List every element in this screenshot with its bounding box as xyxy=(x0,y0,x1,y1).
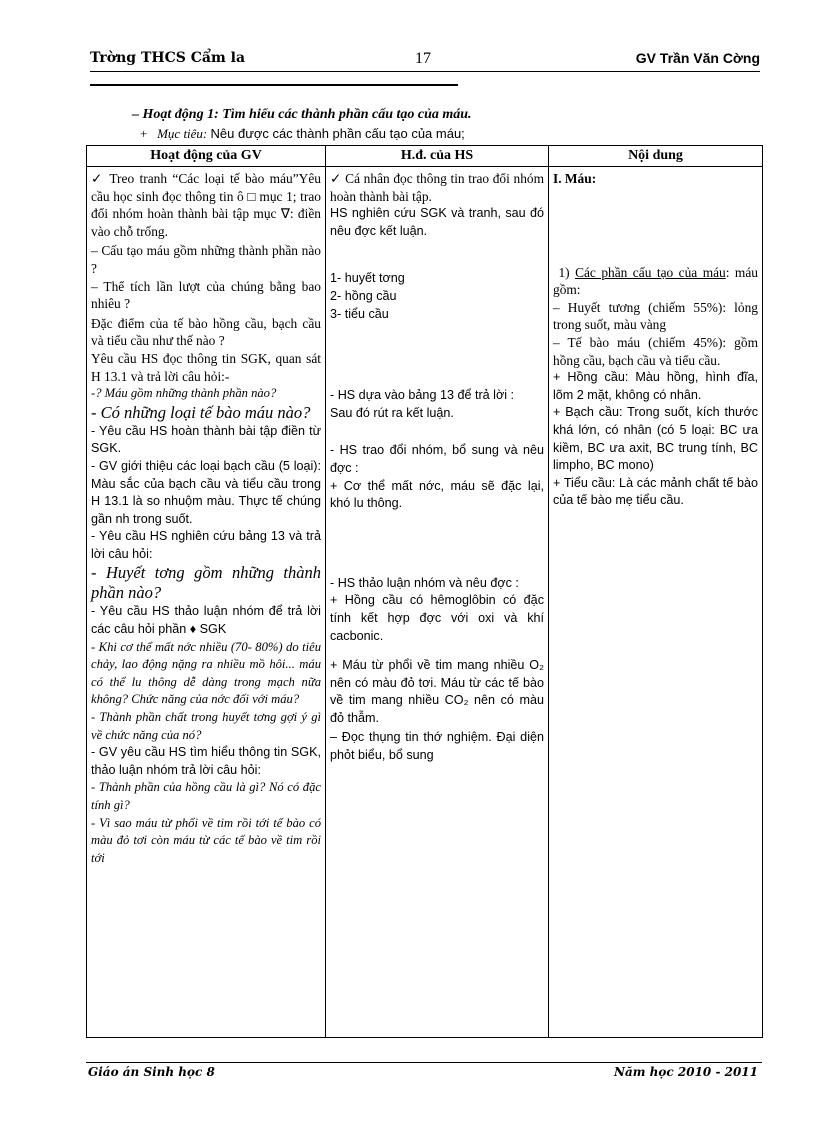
content-item: + Hồng cầu: Màu hồng, hình đĩa, lõm 2 mặt, không có nhân. xyxy=(553,370,758,402)
header-gv: Hoạt động của GV xyxy=(87,146,326,167)
activity-goal xyxy=(140,126,465,142)
paragraph: ✓ Treo tranh “Các loại tế bào máu”Yêu cầu học sinh đọc thông tin ô □ mục 1; trao đổi nhóm hoàn thành bài tập mục ∇: điền vào chỗ trống. xyxy=(91,171,321,239)
paragraph: 3- tiểu cầu xyxy=(330,306,389,321)
content-item: – Huyết tương (chiếm 55%): lỏng trong suốt, màu vàng xyxy=(553,299,758,333)
paragraph: Sau đó rút ra kết luận. xyxy=(330,405,454,420)
paragraph: - Vì sao máu từ phổi về tim rồi tới tế bào có màu đỏ tơi còn máu từ các tế bào về tim rồi tới xyxy=(91,815,321,865)
lesson-table xyxy=(86,145,763,1038)
header-rule xyxy=(90,71,760,72)
paragraph: - Thành phần của hồng cầu là gì? Nó có đặc tính gì? xyxy=(91,780,321,812)
table-header-row xyxy=(87,146,763,167)
paragraph: - HS trao đổi nhóm, bổ sung và nêu đợc : xyxy=(330,443,544,475)
footer-left: Giáo án Sinh học 8 xyxy=(88,1065,215,1079)
activity-title: – Hoạt động 1: Tìm hiểu các thành phần cấu tạo của máu. xyxy=(132,107,472,122)
school-name: Trờng THCS Cẩm la xyxy=(90,50,246,66)
content-item: + Bạch cầu: Trong suốt, kích thước khá lớn, có nhân (có 5 loại: BC ưa kiềm, BC ưa axit, BC trung tính, BC limpho, BC mono) xyxy=(553,405,758,473)
content-item: + Tiểu cầu: Là các mảnh chất tế bào của tế bào mẹ tiểu cầu. xyxy=(553,475,758,508)
paragraph: 2- hồng cầu xyxy=(330,288,397,303)
header-content: Nội dung xyxy=(549,146,763,167)
table-body-row xyxy=(87,167,763,1038)
hs-column xyxy=(326,167,549,1038)
paragraph: - Thành phần chất trong huyết tơng gợi ý gì về chức năng của nó? xyxy=(91,710,321,742)
paragraph: - Khi cơ thể mất nớc nhiều (70- 80%) do tiêu chảy, lao động nặng ra nhiều mồ hôi... máu có thể lu thông dễ dàng trong mạch nữa không? Chức năng của nớc đối với máu? xyxy=(91,639,321,707)
page-header xyxy=(90,50,760,70)
content-item: – Tế bào máu (chiếm 45%): gồm hồng cầu, bạch cầu và tiểu cầu. xyxy=(553,334,758,368)
content-heading: I. Máu: xyxy=(553,171,597,186)
footer-right: Năm học 2010 - 2011 xyxy=(614,1065,758,1079)
paragraph: ✓ Cá nhân đọc thông tin trao đổi nhóm hoàn thành bài tập. xyxy=(330,171,544,204)
paragraph: - Huyết tơng gồm những thành phần nào? xyxy=(91,563,321,603)
paragraph: HS nghiên cứu SGK và tranh, sau đó nêu đợc kết luận. xyxy=(330,206,544,238)
header-hs: H.đ. của HS xyxy=(326,146,549,167)
subheading-title: Các phần cấu tạo của máu xyxy=(575,264,726,280)
paragraph: - Yêu cầu HS thảo luận nhóm để trả lời các câu hỏi phần ♦ SGK xyxy=(91,604,321,637)
paragraph: – Cấu tạo máu gồm những thành phần nào ? xyxy=(91,243,321,276)
paragraph: – Đọc thụng tin thớ nghiệm. Đại diện phỏt biểu, bổ sung xyxy=(330,730,544,763)
content-items xyxy=(553,299,758,510)
content-body xyxy=(549,167,762,510)
teacher-name: GV Trần Văn Cờng xyxy=(635,50,760,66)
content-subheading: 1) Các phần cấu tạo của máu: máu gồm: xyxy=(553,264,758,298)
page-number: 17 xyxy=(415,50,431,67)
paragraph: 1- huyết tơng xyxy=(330,271,405,286)
paragraph: + Hồng cầu có hêmoglôbin có đặc tính kết hợp đợc với oxi và khí cacbonic. xyxy=(330,593,544,643)
paragraph: - GV yêu cầu HS tìm hiểu thông tin SGK, thảo luận nhóm trả lời câu hỏi: xyxy=(91,745,321,777)
paragraph: + Cơ thể mất nớc, máu sẽ đặc lại, khó lu thông. xyxy=(330,478,544,511)
paragraph: - Có những loại tế bào máu nào? xyxy=(91,402,311,422)
paragraph: + Máu từ phổi về tim mang nhiều O₂ nên có màu đỏ tơi. Máu từ các tế bào về tim mang nhiều CO₂ nên có màu đỏ thẫm. xyxy=(330,658,544,725)
content-column xyxy=(549,167,763,1038)
header-rule-short xyxy=(90,84,458,86)
paragraph: Yêu cầu HS đọc thông tin SGK, quan sát H 13.1 và trả lời câu hỏi:- xyxy=(91,350,321,384)
paragraph: - Yêu cầu HS nghiên cứu bảng 13 và trả lời câu hỏi: xyxy=(91,529,321,561)
paragraph: - GV giới thiệu các loại bạch cầu (5 loại): Màu sắc của bạch cầu và tiểu cầu trong H 13.1 là so nhuộm màu. Thực tế chúng gần nh trong suốt. xyxy=(91,458,321,526)
footer-rule xyxy=(86,1062,762,1063)
goal-bullet: + xyxy=(140,126,148,141)
hs-activities xyxy=(326,167,548,765)
paragraph: Đặc điểm của tế bào hồng cầu, bạch cầu và tiểu cầu như thế nào ? xyxy=(91,315,321,349)
paragraph: – Thể tích lần lượt của chúng bằng bao nhiêu ? xyxy=(91,278,321,312)
gv-activities xyxy=(87,167,325,867)
paragraph: -? Máu gồm những thành phần nào? xyxy=(91,386,277,401)
goal-label: Mục tiêu: xyxy=(157,126,208,141)
goal-text: Nêu được các thành phần cấu tạo của máu; xyxy=(210,126,465,141)
paragraph: - HS dựa vào bảng 13 để trả lời : xyxy=(330,388,515,403)
gv-column xyxy=(87,167,326,1038)
paragraph: - HS thảo luận nhóm và nêu đợc : xyxy=(330,575,519,590)
paragraph: - Yêu cầu HS hoàn thành bài tập điền từ SGK. xyxy=(91,423,321,456)
